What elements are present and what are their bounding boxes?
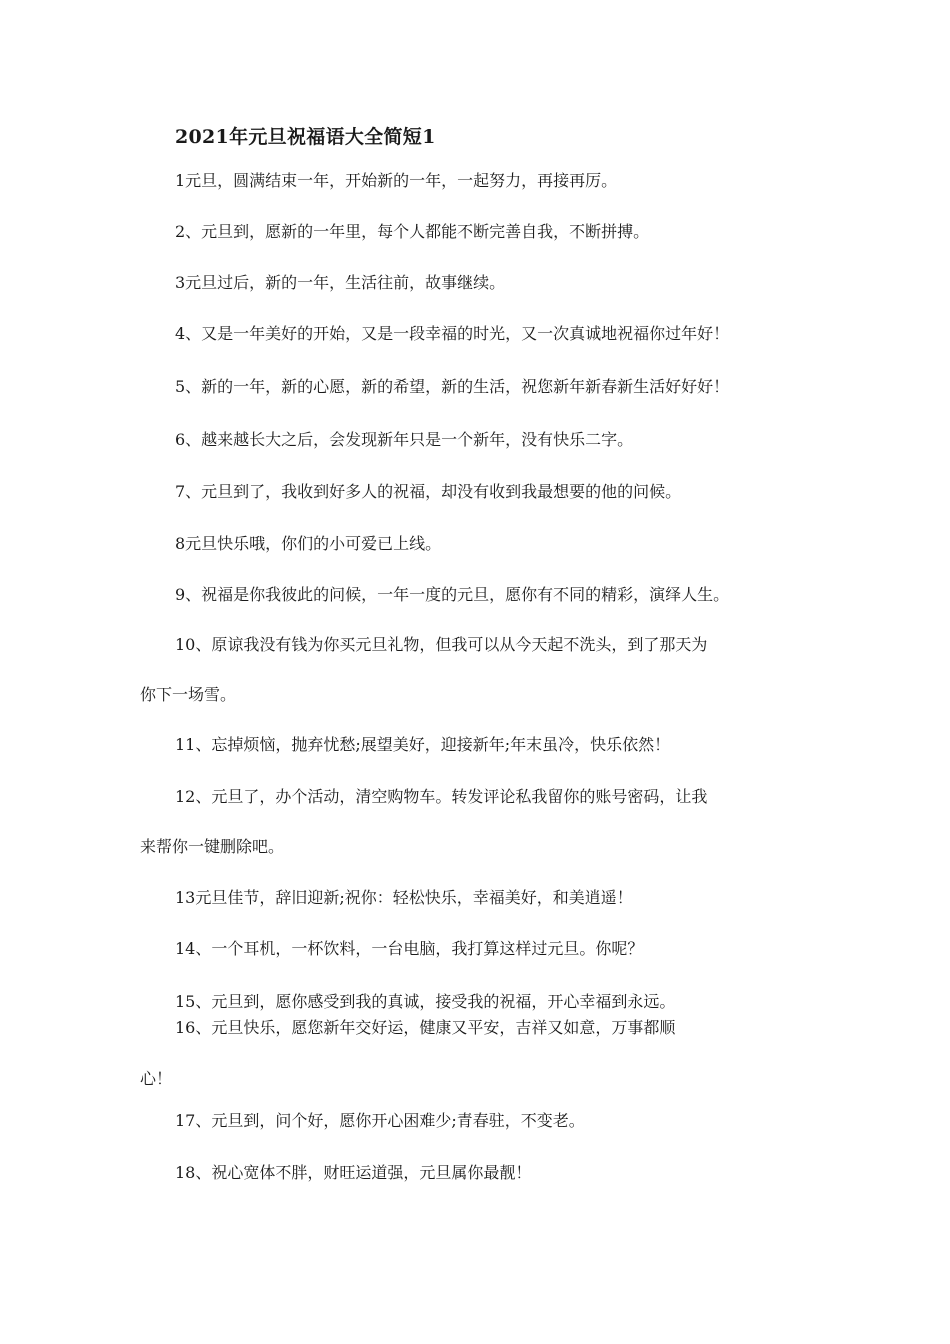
- greeting-line-12: 12、元旦了，办个活动，清空购物车。转发评论私我留你的账号密码，让我: [175, 787, 708, 806]
- greeting-line-10-continued: 你下一场雪。: [140, 685, 237, 704]
- greeting-line-14: 14、一个耳机，一杯饮料，一台电脑，我打算这样过元旦。你呢？: [175, 939, 644, 958]
- greeting-line-4: 4、又是一年美好的开始，又是一段幸福的时光，又一次真诚地祝福你过年好！: [175, 324, 730, 343]
- greeting-line-12-continued: 来帮你一键删除吧。: [140, 837, 285, 856]
- greeting-line-6: 6、越来越长大之后，会发现新年只是一个新年，没有快乐二字。: [175, 430, 634, 449]
- greeting-line-17: 17、元旦到，问个好，愿你开心困难少;青春驻，不变老。: [175, 1111, 585, 1130]
- greeting-line-13: 13元旦佳节，辞旧迎新;祝你：轻松快乐，幸福美好，和美逍遥！: [175, 888, 633, 907]
- greeting-line-5: 5、新的一年，新的心愿，新的希望，新的生活，祝您新年新春新生活好好好！: [175, 377, 730, 396]
- greeting-line-8: 8元旦快乐哦，你们的小可爱已上线。: [175, 534, 442, 553]
- greeting-line-9: 9、祝福是你我彼此的问候，一年一度的元旦，愿你有不同的精彩，演绎人生。: [175, 585, 730, 604]
- greeting-line-10: 10、原谅我没有钱为你买元旦礼物，但我可以从今天起不洗头，到了那天为: [175, 635, 708, 654]
- document-title: 2021年元旦祝福语大全简短1: [175, 126, 436, 148]
- greeting-line-3: 3元旦过后，新的一年，生活往前，故事继续。: [175, 273, 506, 292]
- greeting-line-16-continued: 心！: [140, 1069, 173, 1088]
- greeting-line-11: 11、忘掉烦恼，抛弃忧愁;展望美好，迎接新年;年末虽冷，快乐依然！: [175, 735, 671, 754]
- greeting-line-18: 18、祝心宽体不胖，财旺运道强，元旦属你最靓！: [175, 1163, 532, 1182]
- greeting-line-15: 15、元旦到，愿你感受到我的真诚，接受我的祝福，开心幸福到永远。: [175, 992, 676, 1011]
- greeting-line-1: 1元旦，圆满结束一年，开始新的一年，一起努力，再接再厉。: [175, 171, 618, 190]
- greeting-line-16: 16、元旦快乐，愿您新年交好运，健康又平安，吉祥又如意，万事都顺: [175, 1018, 676, 1037]
- greeting-line-7: 7、元旦到了，我收到好多人的祝福，却没有收到我最想要的他的问候。: [175, 482, 682, 501]
- greeting-line-2: 2、元旦到，愿新的一年里，每个人都能不断完善自我，不断拼搏。: [175, 222, 650, 241]
